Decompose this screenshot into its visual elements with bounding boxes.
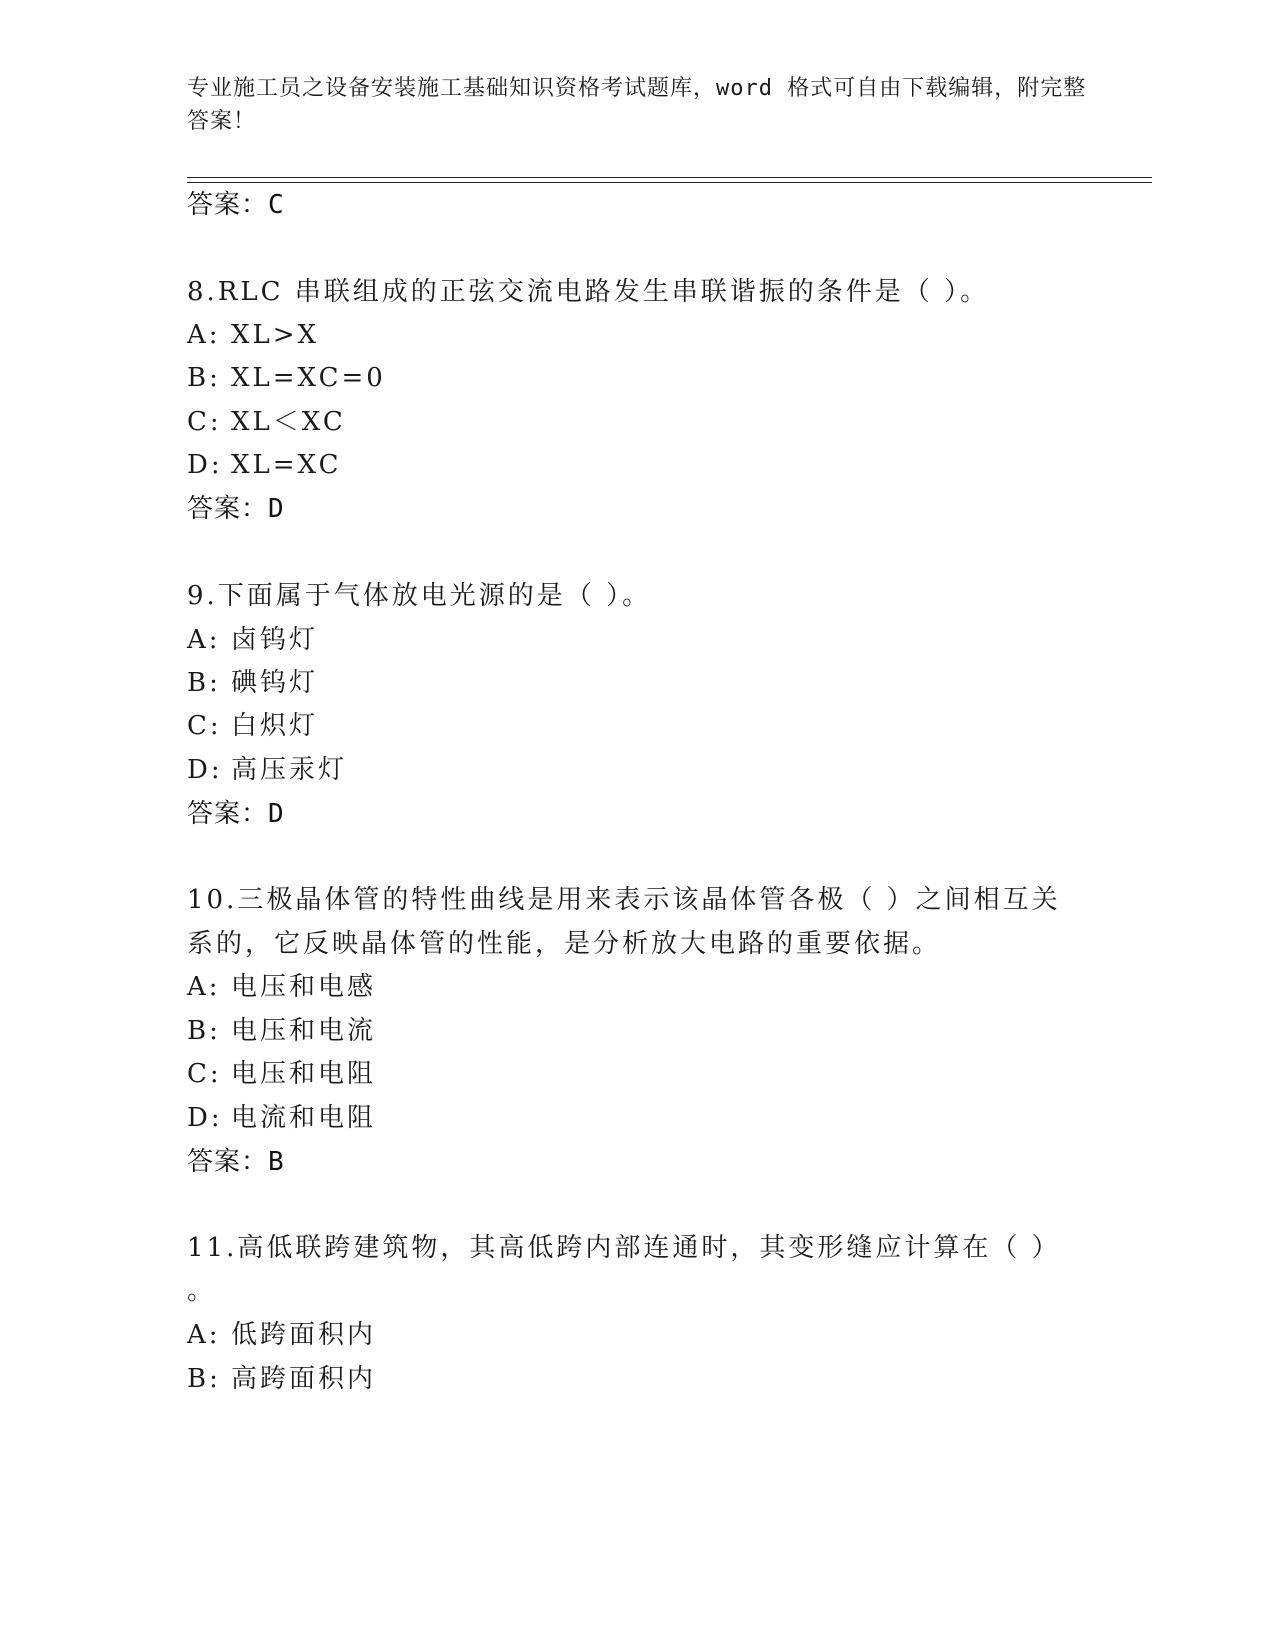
option-c [187, 407, 346, 437]
question-stem: 9.下面属于气体放电光源的是（ ）。 [187, 581, 652, 611]
option-c [187, 1059, 376, 1089]
option-text: XL>X [231, 320, 320, 350]
answer-line: 答案：C [187, 190, 285, 220]
option-label: B: [187, 363, 221, 393]
option-a [187, 625, 318, 655]
option-b [187, 1016, 376, 1046]
option-label: A: [187, 320, 221, 350]
option-text: 高跨面积内 [231, 1364, 377, 1394]
option-d [187, 450, 342, 480]
option-text: 卤钨灯 [231, 625, 319, 655]
header-divider-bottom [187, 182, 1152, 183]
option-label: B: [187, 668, 221, 698]
option-d [187, 1103, 376, 1133]
option-a [187, 1320, 376, 1350]
option-label: D: [187, 1103, 223, 1133]
option-text: XL=XC=0 [231, 363, 386, 393]
option-text: 电流和电阻 [231, 1103, 377, 1133]
question-stem: 8.RLC 串联组成的正弦交流电路发生串联谐振的条件是（ ）。 [187, 277, 990, 307]
answer-line: 答案：D [187, 494, 285, 524]
option-label: B: [187, 1016, 221, 1046]
option-text: 电压和电流 [231, 1016, 377, 1046]
option-text: 电压和电阻 [231, 1059, 377, 1089]
option-text: 电压和电感 [231, 972, 377, 1002]
question-stem: 10.三极晶体管的特性曲线是用来表示该晶体管各极（ ）之间相互关 [187, 885, 1061, 915]
option-label: C: [187, 407, 222, 437]
option-label: D: [187, 450, 223, 480]
question-stem: 11.高低联跨建筑物，其高低跨内部连通时，其变形缝应计算在（ ） [187, 1233, 1061, 1263]
document-header: 专业施工员之设备安装施工基础知识资格考试题库，word 格式可自由下载编辑，附完整答案！ [187, 76, 1087, 134]
answer-line: 答案：B [187, 1147, 285, 1177]
option-text: 高压汞灯 [231, 755, 348, 785]
option-text: 白炽灯 [231, 711, 319, 741]
option-label: D: [187, 755, 223, 785]
option-label: C: [187, 711, 222, 741]
option-d [187, 755, 347, 785]
option-text: XL=XC [231, 450, 342, 480]
option-text: XL＜XC [231, 407, 346, 437]
question-stem-continuation: 系的，它反映晶体管的性能，是分析放大电路的重要依据。 [187, 929, 942, 959]
header-divider-top [187, 177, 1152, 178]
option-label: C: [187, 1059, 222, 1089]
option-b [187, 668, 318, 698]
option-label: A: [187, 972, 221, 1002]
option-b [187, 1364, 376, 1394]
option-a [187, 972, 376, 1002]
option-label: A: [187, 1320, 221, 1350]
option-label: B: [187, 1364, 221, 1394]
option-b [187, 363, 386, 393]
option-text: 碘钨灯 [231, 668, 319, 698]
option-a [187, 320, 319, 350]
option-label: A: [187, 625, 221, 655]
answer-line: 答案：D [187, 799, 285, 829]
option-text: 低跨面积内 [231, 1320, 377, 1350]
question-stem-continuation: 。 [187, 1276, 217, 1306]
option-c [187, 711, 318, 741]
